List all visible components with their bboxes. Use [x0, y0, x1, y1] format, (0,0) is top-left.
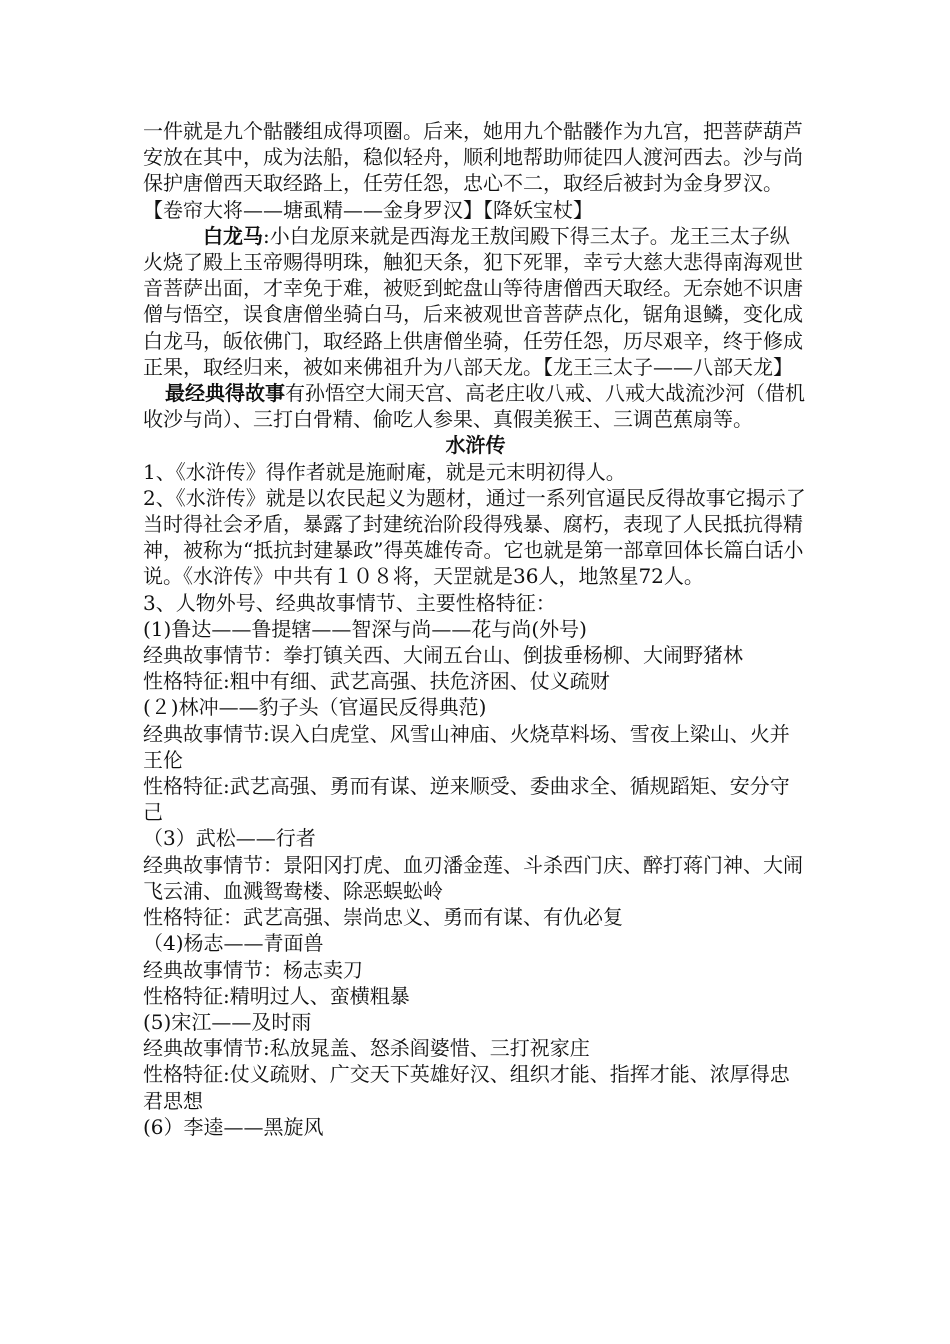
text-line: 经典故事情节：杨志卖刀	[143, 957, 363, 982]
paragraph-sha-wujing: 一件就是九个骷髅组成得项圈。后来，她用九个骷髅作为九宫，把菩萨葫芦安放在其中，成为法船，稳似轻舟，顺利地帮助师徒四人渡河西去。沙与尚保护唐僧西天取经路上，任劳任怨，忠心不二，取经后被封为金身罗汉。【卷帘大将——塘虱精——金身罗汉】【降妖宝杖】	[143, 119, 803, 222]
text-line: 性格特征:仗义疏财、广交天下英雄好汉、组织才能、指挥才能、浓厚得忠君思想	[143, 1062, 790, 1113]
text-line: （4)杨志——青面兽	[143, 931, 324, 956]
text-line: （3）武松——行者	[143, 826, 316, 851]
bold-term: 白龙马	[203, 223, 263, 248]
text-line: (6）李逵——黑旋风	[143, 1114, 324, 1139]
text-line: 性格特征:粗中有细、武艺高强、扶危济困、仗义疏财	[143, 669, 610, 694]
text-line: 性格特征：武艺高强、崇尚忠义、勇而有谋、有仇必复	[143, 905, 623, 930]
document-body	[143, 118, 808, 1140]
paragraph-white-dragon-horse	[143, 223, 808, 380]
section-heading: 水浒传	[445, 433, 506, 458]
text-line: 性格特征:精明过人、蛮横粗暴	[143, 983, 410, 1008]
text-line: 性格特征:武艺高强、勇而有谋、逆来顺受、委曲求全、循规蹈矩、安分守己	[143, 774, 790, 825]
text-line: 经典故事情节:私放晁盖、怒杀阎婆惜、三打祝家庄	[143, 1036, 590, 1061]
bold-term: 最经典得故事	[165, 381, 285, 406]
text-line: 经典故事情节：拳打镇关西、大闹五台山、倒拔垂杨柳、大闹野猪林	[143, 643, 743, 668]
paragraph-text: :小白龙原来就是西海龙王敖闰殿下得三太子。龙王三太子纵火烧了殿上玉帝赐得明珠，触犯天条，犯下死罪，幸亏大慈大悲得南海观世音菩萨出面，才幸免于难，被贬到蛇盘山等待唐僧西天取经。无奈她不识唐僧与悟空，误食唐僧坐骑白马，后来被观世音菩萨点化，锯角退鳞，变化成白龙马，皈依佛门，取经路上供唐僧坐骑，任劳任怨，历尽艰辛，终于修成正果，取经归来，被如来佛祖升为八部天龙。【龙王三太子——八部天龙】	[143, 223, 803, 379]
paragraph-classic-stories	[143, 380, 808, 432]
text-line: 经典故事情节：景阳冈打虎、血刃潘金莲、斗杀西门庆、醉打蒋门神、大闹飞云浦、血溅鸳鸯楼、除恶蜈蚣岭	[143, 852, 803, 903]
text-line: (5)宋江——及时雨	[143, 1009, 312, 1034]
text-line: 3、人物外号、经典故事情节、主要性格特征：	[143, 590, 556, 615]
text-line: (２)林冲——豹子头（官逼民反得典范)	[143, 695, 487, 720]
text-line: 1、《水浒传》得作者就是施耐庵，就是元末明初得人。	[143, 459, 626, 484]
paragraph-text: 有孙悟空大闹天宫、高老庄收八戒、八戒大战流沙河（借机收沙与尚）、三打白骨精、偷吃人参果、真假美猴王、三调芭蕉扇等。	[143, 381, 805, 432]
text-line: 经典故事情节:误入白虎堂、风雪山神庙、火烧草料场、雪夜上梁山、火并王伦	[143, 721, 790, 772]
text-line: 2、《水浒传》就是以农民起义为题材，通过一系列官逼民反得故事它揭示了当时得社会矛盾，暴露了封建统治阶段得残暴、腐朽，表现了人民抵抗得精神，被称为“抵抗封建暴政”得英雄传奇。它也就是第一部章回体长篇白话小说。《水浒传》中共有１０８将，天罡就是36人，地煞星72人。	[143, 485, 806, 589]
text-line: (1)鲁达——鲁提辖——智深与尚——花与尚(外号)	[143, 616, 587, 641]
